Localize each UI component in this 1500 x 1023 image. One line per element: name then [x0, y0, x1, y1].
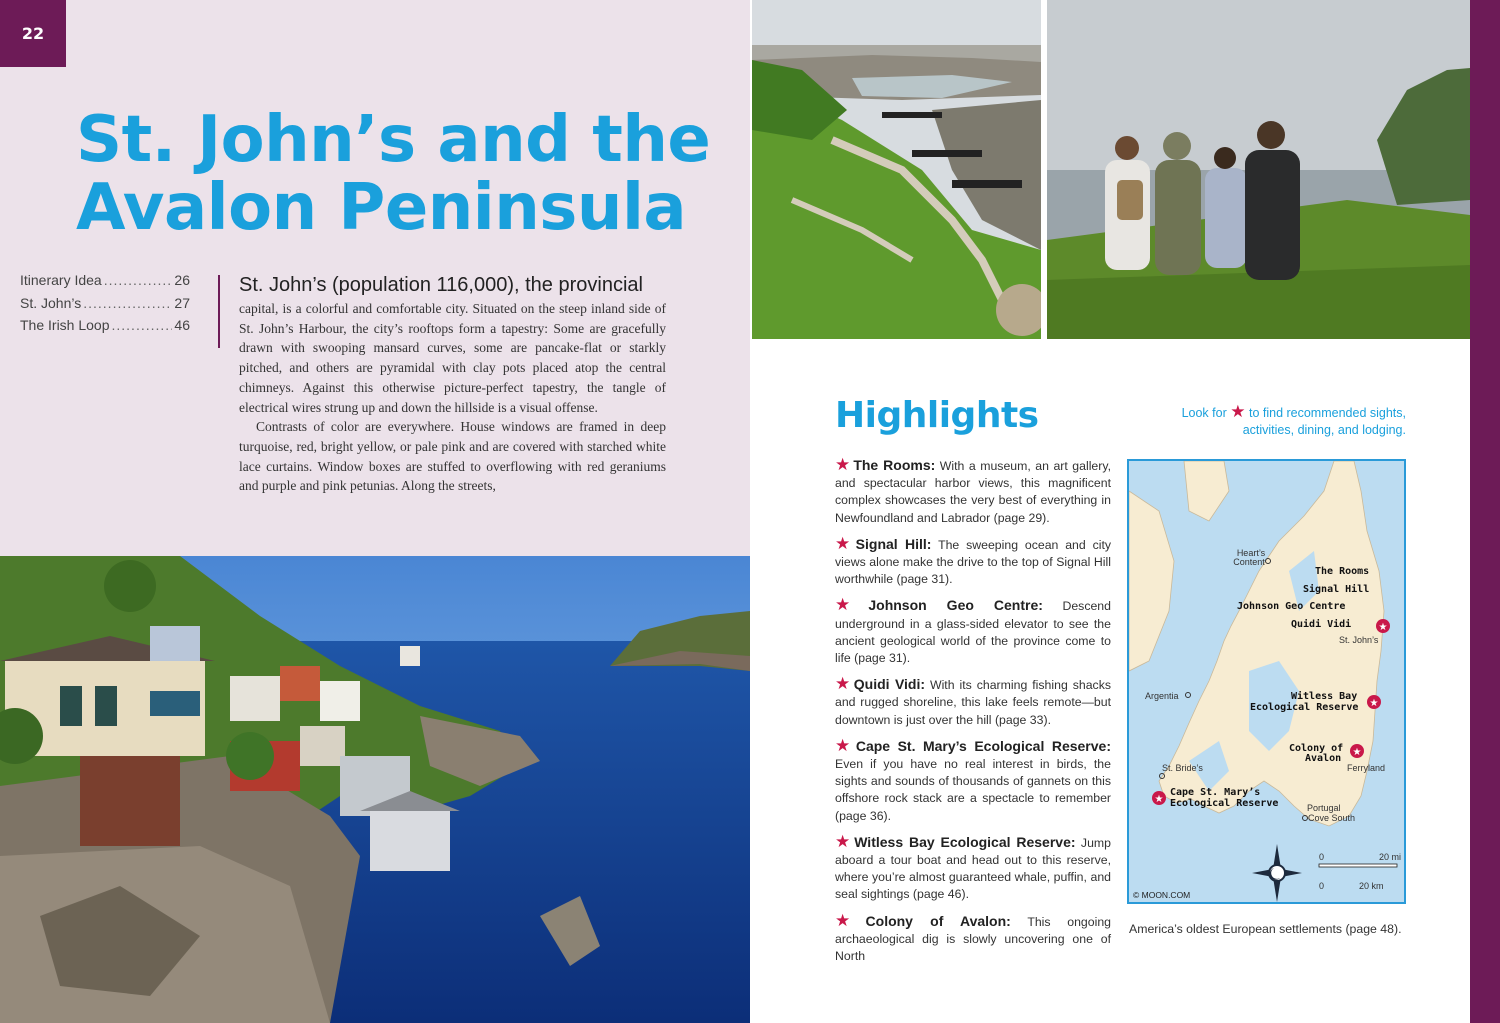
map-label-witless-bay-1: Witless Bay — [1291, 691, 1358, 702]
highlight-text: With its charming fishing shacks and rugged shoreline, this lake feels remote—but downtown is just over the hill (page 33). — [835, 678, 1111, 727]
town-marker — [1186, 693, 1191, 698]
toc-item[interactable] — [20, 272, 190, 295]
chapter-title-line1: St. John’s and the — [76, 103, 711, 177]
map-label-portugal-1: Portugal — [1307, 803, 1341, 813]
highlight-item — [835, 737, 1111, 825]
scale-zero-mi: 0 — [1319, 852, 1325, 862]
map-label-quidi-vidi: Quidi Vidi — [1291, 619, 1352, 630]
harbor-photo — [0, 556, 750, 1023]
toc-label: Itinerary Idea — [20, 272, 102, 288]
highlights-list — [835, 456, 1111, 973]
star-icon: ★ — [835, 595, 867, 615]
intro-paragraph-2: Contrasts of color are everywhere. House windows are framed in deep turquoise, red, bright yellow, or pale pink and are covered with starched white lace curtains. Window boxes are stuffed to overflowing with red geraniums and purple and pink petunias. Along the streets, — [239, 419, 666, 494]
highlight-name: Johnson Geo Centre: — [868, 597, 1043, 614]
highlight-name: Witless Bay Ecological Reserve: — [854, 833, 1076, 850]
highlight-continuation: America’s oldest European settlements (page 48). — [1129, 922, 1402, 936]
toc-divider — [218, 275, 220, 348]
highlight-item — [835, 675, 1111, 729]
map-label-colony-1: Colony of — [1289, 743, 1344, 754]
map-label-argentia: Argentia — [1145, 691, 1179, 701]
signal-hill-photo — [752, 0, 1041, 339]
coastal-lookout-photo — [1047, 0, 1470, 339]
star-icon: ★ — [835, 533, 854, 553]
toc-item[interactable] — [20, 317, 190, 340]
highlight-item — [835, 912, 1111, 966]
highlight-text: This ongoing archaeological dig is slowly uncovering one of North — [835, 914, 1112, 964]
map-star-marker-st-johns — [1376, 619, 1390, 633]
svg-text:★: ★ — [1378, 622, 1388, 633]
star-legend-text-before: Look for — [1181, 406, 1227, 420]
highlights-heading: Highlights — [835, 395, 1039, 436]
map-star-marker-cape-st-marys — [1152, 791, 1166, 805]
toc-page: 26 — [174, 272, 190, 288]
toc-label: The Irish Loop — [20, 317, 110, 333]
highlight-name: Colony of Avalon: — [865, 912, 1011, 929]
highlight-item — [835, 456, 1111, 527]
intro-paragraph-1: capital, is a colorful and comfortable city. Situated on the steep inland side of St. John’s Harbour, the city’s rooftops form a tapestry: Some are gracefully drawn with swooping mansard curves, some are pancake-flat or starkly pitched, and others are pyramidal with clay pots placed atop the central chimneys. Against this otherwise picture-perfect tapestry, the tangle of electrical wires strung up and down the hillside is a visual offense. — [239, 301, 666, 415]
page-edge-bar — [1470, 0, 1500, 1023]
chapter-title — [76, 103, 736, 245]
scale-zero-km: 0 — [1319, 881, 1325, 891]
star-legend-text-after: to find recommended sights, activities, dining, and lodging. — [1242, 406, 1406, 437]
highlight-text: With a museum, an art gallery, and spectacular harbor views, this magnificent complex showcases the very best of everything in Newfoundland and Labrador (page 29). — [835, 459, 1112, 525]
highlight-name: The Rooms: — [853, 457, 936, 473]
svg-text:★: ★ — [1369, 698, 1379, 709]
chapter-title-line2: Avalon Peninsula — [76, 171, 687, 245]
avalon-map — [1127, 459, 1406, 904]
map-label-signal-hill: Signal Hill — [1303, 584, 1370, 595]
map-label-ferryland: Ferryland — [1347, 763, 1386, 773]
highlight-name: Signal Hill: — [855, 535, 932, 552]
toc-page: 46 — [174, 317, 190, 333]
scale-mi: 20 mi — [1379, 852, 1402, 862]
highlight-text: Descend underground in a glass-sided elevator to see the ancient geological world of the province come to life (page 31). — [835, 599, 1111, 666]
toc-label: St. John’s — [20, 294, 82, 311]
svg-text:★: ★ — [1154, 794, 1164, 805]
star-icon: ★ — [835, 910, 864, 930]
map-label-hearts-content-2: Content — [1233, 557, 1265, 567]
highlight-text: Even if you have no real interest in birds, the sights and sounds of thousands of gannets on this offshore rock stack are a spectacle to remember (page 36). — [835, 757, 1111, 823]
town-marker — [1303, 816, 1308, 821]
highlight-name: Quidi Vidi: — [853, 676, 926, 693]
map-label-st-johns: St. John’s — [1339, 635, 1379, 645]
intro-lead: St. John’s (population 116,000), the provincial — [239, 274, 643, 296]
map-label-cape-2: Ecological Reserve — [1170, 798, 1279, 809]
map-label-portugal-2: Cove South — [1308, 813, 1356, 823]
star-icon: ★ — [835, 831, 853, 851]
scale-km: 20 km — [1359, 881, 1384, 891]
map-star-marker-witless-bay — [1367, 695, 1381, 709]
map-star-marker-colony — [1350, 744, 1364, 758]
map-label-the-rooms: The Rooms — [1315, 566, 1370, 577]
map-label-johnson-geo-centre: Johnson Geo Centre — [1237, 601, 1346, 612]
star-icon: ★ — [835, 455, 852, 474]
highlight-item — [835, 535, 1111, 589]
page-number: 22 — [0, 0, 66, 67]
highlight-name: Cape St. Mary’s Ecological Reserve: — [855, 737, 1111, 754]
map-label-st-brides: St. Bride’s — [1162, 763, 1203, 773]
highlight-item — [835, 833, 1111, 904]
highlight-text: The sweeping ocean and city views alone make the drive to the top of Signal Hill worthwhile (page 31). — [835, 537, 1112, 587]
star-icon: ★ — [835, 735, 854, 755]
scale-bar — [1319, 852, 1401, 891]
star-icon: ★ — [1230, 402, 1246, 421]
toc-page: 27 — [174, 294, 190, 311]
map-label-hearts-content-1: Heart’s — [1236, 548, 1266, 558]
intro-text — [239, 273, 666, 496]
star-icon: ★ — [835, 674, 852, 694]
map-label-colony-2: Avalon — [1305, 753, 1342, 764]
svg-text:★: ★ — [1352, 747, 1362, 758]
map-copyright: © MOON.COM — [1133, 890, 1191, 900]
map-label-cape-1: Cape St. Mary’s — [1170, 787, 1261, 798]
toc-item[interactable] — [20, 295, 190, 318]
highlight-text: Jump aboard a tour boat and head out to this reserve, where you’re almost guaranteed whale, puffin, and seal sightings (page 46). — [835, 835, 1111, 902]
highlight-item — [835, 596, 1111, 667]
star-legend — [1170, 403, 1406, 439]
map-label-witless-bay-2: Ecological Reserve — [1250, 702, 1359, 713]
chapter-toc — [20, 272, 190, 340]
compass-rose-icon — [1252, 844, 1302, 902]
